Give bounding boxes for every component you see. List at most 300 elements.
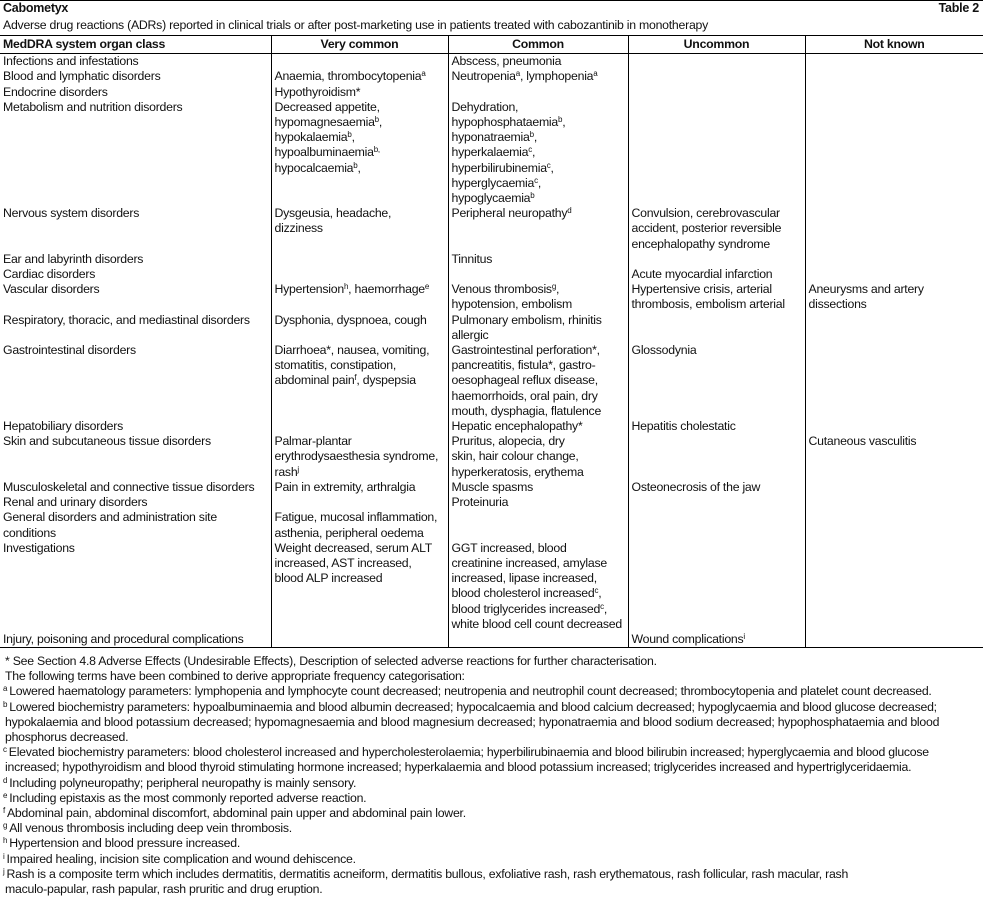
cell-text: Hypertensive crisis, arterial bbox=[631, 282, 772, 297]
cell-line: Ear and labyrinth disorders bbox=[3, 251, 144, 266]
table-row bbox=[0, 100, 983, 206]
footnote-text: maculo-papular, rash papular, rash pruritic and drug eruption. bbox=[5, 882, 323, 897]
column-header-uncommon: Uncommon bbox=[628, 36, 805, 54]
cell-text: , bbox=[531, 145, 536, 160]
cell-text: , bbox=[378, 115, 383, 130]
very-common-cell bbox=[271, 510, 448, 540]
cell-line bbox=[632, 480, 802, 495]
table-row bbox=[0, 343, 983, 419]
cell-line bbox=[452, 419, 625, 434]
cell-line bbox=[452, 404, 625, 419]
footnote-marker: c bbox=[3, 745, 7, 755]
not-known-cell bbox=[805, 313, 983, 343]
not-known-cell bbox=[805, 419, 983, 434]
common-cell bbox=[448, 282, 628, 312]
table-row bbox=[0, 541, 983, 632]
cell-line bbox=[275, 115, 445, 130]
common-cell bbox=[448, 54, 628, 70]
footnote-marker: d bbox=[3, 775, 8, 785]
cell-text: Convulsion, cerebrovascular bbox=[631, 206, 780, 221]
uncommon-cell bbox=[628, 85, 805, 100]
cell-line bbox=[632, 206, 802, 221]
very-common-cell bbox=[271, 419, 448, 434]
footnote-marker: j bbox=[3, 866, 5, 876]
cell-line: Blood and lymphatic disorders bbox=[3, 69, 161, 84]
footnote-line bbox=[3, 669, 981, 684]
cell-text: , bbox=[533, 130, 537, 145]
footnote-text: Including epistaxis as the most commonly reported adverse reaction. bbox=[9, 790, 367, 805]
table-row bbox=[0, 252, 983, 267]
cell-line: Skin and subcutaneous tissue disorders bbox=[3, 434, 211, 449]
cell-line bbox=[275, 526, 445, 541]
cell-text: Fatigue, mucosal inflammation, bbox=[274, 510, 438, 525]
cell-line bbox=[275, 373, 445, 388]
cell-text: pancreatitis, fistula*, gastro- bbox=[451, 358, 596, 373]
cell-line bbox=[452, 206, 625, 221]
footnote-text: Abdominal pain, abdominal discomfort, abdominal pain upper and abdominal pain lower. bbox=[6, 806, 466, 821]
soc-cell bbox=[0, 252, 271, 267]
table-row bbox=[0, 267, 983, 282]
table-row bbox=[0, 313, 983, 343]
footnote-marker: b bbox=[3, 699, 8, 709]
table-row bbox=[0, 85, 983, 100]
very-common-cell bbox=[271, 54, 448, 70]
footnote-marker: c bbox=[600, 601, 604, 611]
cell-line: Gastrointestinal disorders bbox=[3, 343, 136, 358]
not-known-cell bbox=[805, 206, 983, 252]
uncommon-cell bbox=[628, 510, 805, 540]
cell-text: Palmar-plantar bbox=[274, 434, 352, 449]
very-common-cell bbox=[271, 632, 448, 648]
cell-line bbox=[452, 145, 625, 160]
footnote-text: Hypertension and blood pressure increased. bbox=[9, 836, 241, 851]
very-common-cell bbox=[271, 434, 448, 480]
cell-text: Peripheral neuropathy bbox=[451, 206, 568, 221]
footnote-marker: i bbox=[3, 851, 5, 861]
cell-text: Dysgeusia, headache, bbox=[274, 206, 392, 221]
cell-text: oesophageal reflux disease, bbox=[451, 373, 598, 388]
very-common-cell bbox=[271, 85, 448, 100]
very-common-cell bbox=[271, 343, 448, 419]
footnote-text: hypokalaemia and blood potassium decreased; hypomagnesaemia and blood magnesium decreased; hyponatraemia and blood sodium decreased; hypophosphataemia and blood bbox=[5, 714, 940, 729]
cell-text: blood cholesterol increased bbox=[451, 586, 595, 601]
uncommon-cell bbox=[628, 419, 805, 434]
cell-text: Acute myocardial infarction bbox=[631, 267, 773, 282]
cell-line bbox=[275, 161, 445, 176]
not-known-cell bbox=[805, 510, 983, 540]
very-common-cell bbox=[271, 480, 448, 495]
cell-text: , bbox=[603, 601, 608, 616]
footnote-text: The following terms have been combined to derive appropriate frequency categorisation: bbox=[5, 669, 465, 684]
table-row bbox=[0, 495, 983, 510]
uncommon-cell bbox=[628, 495, 805, 510]
cell-text: blood ALP increased bbox=[274, 571, 383, 586]
footnote-line bbox=[3, 867, 981, 882]
common-cell bbox=[448, 252, 628, 267]
cell-line bbox=[452, 389, 625, 404]
cell-line bbox=[275, 556, 445, 571]
cell-text: stomatitis, constipation, bbox=[274, 358, 397, 373]
footnote-text: Lowered biochemistry parameters: hypoalbuminaemia and blood albumin decreased; hypocalcaemia and blood calcium decreased; hypoglycaemia and blood glucose decreased; bbox=[9, 699, 937, 714]
common-cell bbox=[448, 343, 628, 419]
cell-text: Gastrointestinal perforation*, bbox=[451, 343, 600, 358]
soc-cell bbox=[0, 100, 271, 206]
cell-line bbox=[275, 206, 445, 221]
soc-cell bbox=[0, 434, 271, 480]
adr-table bbox=[0, 35, 983, 648]
cell-line: Endocrine disorders bbox=[3, 84, 108, 99]
cell-text: mouth, dysphagia, flatulence bbox=[451, 403, 602, 418]
cell-line bbox=[275, 313, 445, 328]
common-cell bbox=[448, 85, 628, 100]
footnote-marker: h bbox=[3, 836, 8, 846]
table-row bbox=[0, 632, 983, 648]
cell-line: Nervous system disorders bbox=[3, 206, 140, 221]
cell-text: GGT increased, blood bbox=[451, 540, 567, 555]
cell-text: accident, posterior reversible bbox=[631, 221, 782, 236]
footnote-marker: a bbox=[421, 69, 426, 79]
cell-line bbox=[632, 297, 802, 312]
footnote-line bbox=[3, 852, 981, 867]
table-row bbox=[0, 419, 983, 434]
cell-line bbox=[632, 343, 802, 358]
cell-line bbox=[452, 449, 625, 464]
common-cell bbox=[448, 69, 628, 84]
soc-cell bbox=[0, 282, 271, 312]
cell-line: Respiratory, thoracic, and mediastinal disorders bbox=[3, 312, 250, 327]
cell-text: Pain in extremity, arthralgia bbox=[274, 479, 416, 494]
cell-line: Investigations bbox=[3, 540, 75, 555]
cell-text: , dyspepsia bbox=[356, 373, 416, 388]
footnote-line bbox=[3, 684, 981, 699]
table-row bbox=[0, 282, 983, 312]
cell-line bbox=[452, 115, 625, 130]
soc-cell bbox=[0, 541, 271, 632]
footnote-marker: c bbox=[528, 145, 532, 155]
footnote-marker: j bbox=[297, 464, 299, 474]
cell-line: Infections and infestations bbox=[3, 54, 139, 69]
cell-text: , bbox=[550, 160, 554, 175]
cell-text: Abscess, pneumonia bbox=[451, 54, 562, 69]
very-common-cell bbox=[271, 69, 448, 84]
common-cell bbox=[448, 100, 628, 206]
cell-line bbox=[275, 571, 445, 586]
footnote-marker: a bbox=[515, 69, 520, 79]
cell-line bbox=[632, 632, 802, 647]
cell-line: General disorders and administration site bbox=[3, 510, 217, 525]
cell-text: Dehydration, bbox=[451, 99, 519, 114]
cell-text: , haemorrhage bbox=[348, 282, 425, 297]
footnote-marker: d bbox=[567, 206, 572, 216]
cell-line bbox=[452, 571, 625, 586]
cell-line bbox=[275, 449, 445, 464]
not-known-cell bbox=[805, 85, 983, 100]
uncommon-cell bbox=[628, 632, 805, 648]
table-label: Table 2 bbox=[938, 1, 979, 15]
cell-text: hyperglycaemia bbox=[451, 175, 535, 190]
cell-line bbox=[809, 282, 981, 297]
soc-cell bbox=[0, 54, 271, 70]
soc-cell bbox=[0, 419, 271, 434]
cell-text: Hepatic encephalopathy* bbox=[451, 419, 583, 434]
not-known-cell bbox=[805, 343, 983, 419]
cell-text: Anaemia, thrombocytopenia bbox=[274, 69, 422, 84]
not-known-cell bbox=[805, 252, 983, 267]
table-row bbox=[0, 434, 983, 480]
footnote-line bbox=[3, 821, 981, 836]
cell-line bbox=[452, 100, 625, 115]
common-cell bbox=[448, 206, 628, 252]
cell-text: increased, AST increased, bbox=[274, 555, 412, 570]
cell-line: Vascular disorders bbox=[3, 282, 100, 297]
column-header-soc: MedDRA system organ class bbox=[0, 36, 271, 54]
uncommon-cell bbox=[628, 252, 805, 267]
uncommon-cell bbox=[628, 54, 805, 70]
cell-text: , bbox=[351, 130, 355, 145]
footnote-marker: b, bbox=[373, 145, 380, 155]
footnote-marker: b bbox=[347, 130, 352, 140]
soc-cell bbox=[0, 632, 271, 648]
cell-line bbox=[632, 267, 802, 282]
cell-text: rash bbox=[274, 464, 298, 479]
cell-line bbox=[452, 586, 625, 601]
cell-line bbox=[452, 176, 625, 191]
cell-text: encephalopathy syndrome bbox=[631, 236, 770, 251]
very-common-cell bbox=[271, 206, 448, 252]
cell-text: Dysphonia, dyspnoea, cough bbox=[274, 312, 427, 327]
very-common-cell bbox=[271, 495, 448, 510]
cell-line bbox=[452, 556, 625, 571]
cell-line: Musculoskeletal and connective tissue disorders bbox=[3, 479, 255, 494]
table-row bbox=[0, 206, 983, 252]
uncommon-cell bbox=[628, 434, 805, 480]
not-known-cell bbox=[805, 434, 983, 480]
not-known-cell bbox=[805, 69, 983, 84]
very-common-cell bbox=[271, 313, 448, 343]
footnote-line bbox=[3, 730, 981, 745]
cell-line bbox=[452, 282, 625, 297]
common-cell bbox=[448, 434, 628, 480]
cell-text: hypokalaemia bbox=[274, 130, 348, 145]
footnote-text: Impaired healing, incision site complication and wound dehiscence. bbox=[6, 851, 356, 866]
uncommon-cell bbox=[628, 313, 805, 343]
not-known-cell bbox=[805, 282, 983, 312]
cell-text: , lymphopenia bbox=[519, 69, 594, 84]
cell-text: abdominal pain bbox=[274, 373, 355, 388]
cell-line: conditions bbox=[3, 525, 56, 540]
very-common-cell bbox=[271, 100, 448, 206]
not-known-cell bbox=[805, 541, 983, 632]
footnote-text: Including polyneuropathy; peripheral neuropathy is mainly sensory. bbox=[9, 775, 357, 790]
cell-line bbox=[452, 69, 625, 84]
cell-text: , bbox=[598, 586, 602, 601]
cell-text: Decreased appetite, bbox=[274, 99, 380, 114]
footnote-line bbox=[3, 715, 981, 730]
cell-line: Metabolism and nutrition disorders bbox=[3, 99, 183, 114]
common-cell bbox=[448, 419, 628, 434]
soc-cell bbox=[0, 206, 271, 252]
cell-text: allergic bbox=[451, 327, 489, 342]
common-cell bbox=[448, 510, 628, 540]
cell-text: Hypertension bbox=[274, 282, 344, 297]
cell-text: hyperkeratosis, erythema bbox=[451, 464, 584, 479]
cell-text: Weight decreased, serum ALT bbox=[274, 540, 433, 555]
footnote-marker: f bbox=[3, 806, 5, 816]
footnote-marker: h bbox=[343, 282, 349, 292]
cell-text: Wound complications bbox=[631, 631, 744, 646]
cell-text: haemorrhoids, oral pain, dry bbox=[451, 388, 598, 403]
not-known-cell bbox=[805, 100, 983, 206]
cell-line bbox=[275, 85, 445, 100]
footnote-text: phosphorus decreased. bbox=[5, 730, 129, 745]
cell-text: Proteinuria bbox=[451, 495, 509, 510]
column-header-not-known: Not known bbox=[805, 36, 983, 54]
very-common-cell bbox=[271, 541, 448, 632]
cell-text: Cutaneous vasculitis bbox=[808, 434, 917, 449]
soc-cell bbox=[0, 480, 271, 495]
uncommon-cell bbox=[628, 267, 805, 282]
footnote-marker: c bbox=[546, 160, 551, 170]
column-header-common: Common bbox=[448, 36, 628, 54]
cell-line bbox=[275, 100, 445, 115]
very-common-cell bbox=[271, 282, 448, 312]
uncommon-cell bbox=[628, 282, 805, 312]
cell-line bbox=[452, 252, 625, 267]
cell-line bbox=[452, 480, 625, 495]
cell-line bbox=[275, 282, 445, 297]
footnote-line bbox=[3, 760, 981, 775]
cell-line bbox=[275, 221, 445, 236]
cell-line bbox=[452, 465, 625, 480]
cell-line bbox=[275, 541, 445, 556]
cell-line bbox=[275, 343, 445, 358]
cell-text: hypomagnesaemia bbox=[274, 115, 375, 130]
cell-line: Renal and urinary disorders bbox=[3, 495, 148, 510]
common-cell bbox=[448, 495, 628, 510]
cell-line bbox=[452, 373, 625, 388]
cell-line bbox=[452, 434, 625, 449]
footnote-marker: b bbox=[529, 130, 534, 140]
cell-line bbox=[452, 328, 625, 343]
cell-line bbox=[275, 145, 445, 160]
footnote-marker: c bbox=[594, 586, 599, 596]
uncommon-cell bbox=[628, 541, 805, 632]
cell-line bbox=[809, 297, 981, 312]
table-caption: Adverse drug reactions (ADRs) reported in clinical trials or after post-marketing use in patients treated with cabozantinib in monotherapy bbox=[3, 18, 709, 32]
footnote-line bbox=[3, 836, 981, 851]
cell-text: hypocalcaemia bbox=[274, 160, 354, 175]
cell-text: erythrodysaesthesia syndrome, bbox=[274, 449, 439, 464]
footnotes bbox=[3, 654, 981, 897]
common-cell bbox=[448, 541, 628, 632]
cell-line bbox=[275, 69, 445, 84]
table-body bbox=[0, 54, 983, 648]
document-title: Cabometyx bbox=[3, 1, 69, 15]
footnote-text: Lowered haematology parameters: lymphopenia and lymphocyte count decreased; neutropenia and neutrophil count decreased; thrombocytopenia and platelet count decreased. bbox=[9, 684, 932, 699]
soc-cell bbox=[0, 69, 271, 84]
cell-text: Pruritus, alopecia, dry bbox=[451, 434, 565, 449]
uncommon-cell bbox=[628, 343, 805, 419]
footnote-text: Rash is a composite term which includes dermatitis, dermatitis acneiform, dermatitis bullous, exfoliative rash, rash erythematous, rash follicular, rash macular, rash bbox=[6, 866, 849, 881]
cell-text: creatinine increased, amylase bbox=[451, 555, 607, 570]
cell-text: Neutropenia bbox=[451, 69, 516, 84]
cell-text: skin, hair colour change, bbox=[451, 449, 579, 464]
cell-line: Injury, poisoning and procedural complications bbox=[3, 631, 244, 646]
cell-line bbox=[452, 358, 625, 373]
cell-text: thrombosis, embolism arterial bbox=[631, 297, 785, 312]
cell-line bbox=[452, 602, 625, 617]
footnote-line bbox=[3, 882, 981, 897]
not-known-cell bbox=[805, 480, 983, 495]
footnote-text: increased; hypothyroidism and blood thyroid stimulating hormone increased; hyperkalaemia and blood potassium increased; triglycerides increased and hypertriglyceridaemia. bbox=[5, 760, 912, 775]
footnote-text: All venous thrombosis including deep vein thrombosis. bbox=[9, 821, 292, 836]
cell-line bbox=[632, 419, 802, 434]
not-known-cell bbox=[805, 495, 983, 510]
cell-line bbox=[632, 282, 802, 297]
cell-text: Venous thrombosis bbox=[451, 282, 552, 297]
footnote-marker: f bbox=[354, 373, 357, 383]
soc-cell bbox=[0, 495, 271, 510]
cell-text: hyperkalaemia bbox=[451, 145, 529, 160]
table-row bbox=[0, 510, 983, 540]
soc-cell bbox=[0, 343, 271, 419]
cell-line bbox=[452, 343, 625, 358]
not-known-cell bbox=[805, 267, 983, 282]
cell-text: hyponatraemia bbox=[451, 130, 530, 145]
footnote-marker: b bbox=[530, 191, 535, 201]
cell-line bbox=[275, 130, 445, 145]
cell-line bbox=[275, 510, 445, 525]
footnote-marker: g bbox=[3, 821, 8, 831]
cell-line bbox=[275, 434, 445, 449]
cell-line bbox=[632, 237, 802, 252]
footnote-line bbox=[3, 776, 981, 791]
uncommon-cell bbox=[628, 206, 805, 252]
cell-line bbox=[809, 434, 981, 449]
cell-text: Tinnitus bbox=[451, 251, 493, 266]
very-common-cell bbox=[271, 267, 448, 282]
table-header-row bbox=[0, 36, 983, 54]
not-known-cell bbox=[805, 54, 983, 70]
cell-text: Glossodynia bbox=[631, 343, 697, 358]
footnote-line bbox=[3, 700, 981, 715]
table-row bbox=[0, 69, 983, 84]
cell-text: hypotension, embolism bbox=[451, 297, 573, 312]
soc-cell bbox=[0, 267, 271, 282]
footnote-marker: i bbox=[743, 631, 745, 641]
cell-line bbox=[452, 617, 625, 632]
footnote-line bbox=[3, 745, 981, 760]
cell-line bbox=[452, 161, 625, 176]
cell-line bbox=[452, 541, 625, 556]
cell-text: increased, lipase increased, bbox=[451, 571, 597, 586]
cell-text: Muscle spasms bbox=[451, 479, 533, 494]
footnote-marker: g bbox=[551, 282, 557, 292]
cell-text: hypophosphataemia bbox=[451, 115, 559, 130]
footnote-line bbox=[3, 654, 981, 669]
footnote-marker: c bbox=[534, 175, 538, 185]
not-known-cell bbox=[805, 632, 983, 648]
footnote-marker: e bbox=[3, 790, 8, 800]
uncommon-cell bbox=[628, 480, 805, 495]
cell-line bbox=[275, 480, 445, 495]
table-row bbox=[0, 480, 983, 495]
cell-text: hypoalbuminaemia bbox=[274, 145, 374, 160]
cell-text: Osteonecrosis of the jaw bbox=[631, 479, 761, 494]
cell-text: hypoglycaemia bbox=[451, 191, 531, 206]
uncommon-cell bbox=[628, 69, 805, 84]
cell-line bbox=[452, 191, 625, 206]
